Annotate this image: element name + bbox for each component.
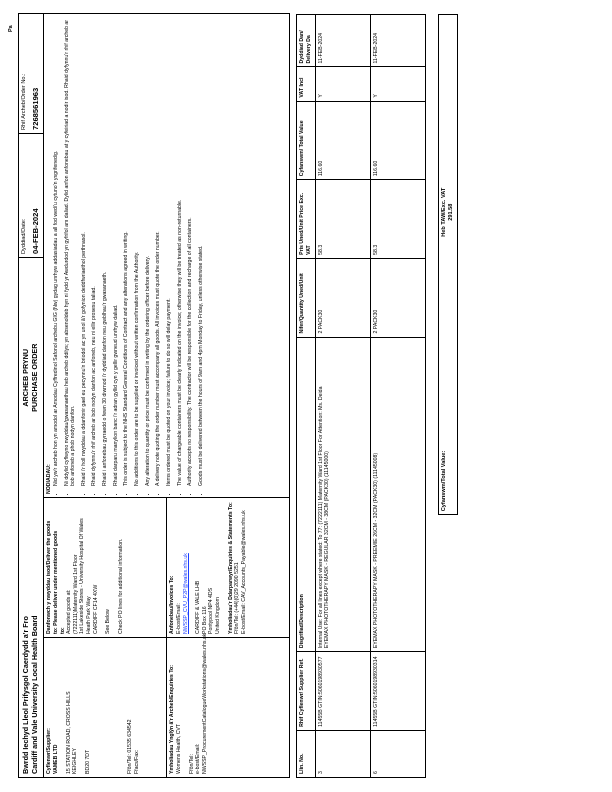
terms-cell (44, 14, 290, 498)
vat-flag: Y (315, 67, 370, 101)
invoice-cell (167, 498, 290, 638)
order-cell (19, 14, 44, 134)
col-total-header: Cyfanswm/ Total Value (297, 101, 315, 180)
header-table (18, 13, 44, 778)
enquiries-email[interactable]: NWSSP_ProcurementCatalogueWorkstations@wales.nhs.uk (201, 633, 208, 774)
invoice-line-2: PO Box 116 (201, 606, 208, 634)
term-item: • No additions to this order are to be supplied or invoiced without written confirmation from the Authority. (134, 17, 141, 486)
total-value-label: Cyfanswm/Total Value: (438, 409, 457, 514)
table-row (370, 15, 425, 778)
items-header-row (297, 15, 315, 778)
delivery-line-6: 1st Lakeside Stores - University Hospital Of Wales (79, 518, 86, 634)
details-row-1 (44, 14, 167, 778)
delivery-line-7: Heath Park Way (86, 596, 93, 634)
date-value: 04-FEB-2024 (31, 208, 41, 254)
enquiries-label: Ymholiadau Ynglŷn â'r Archeb/Enquiries To: (169, 665, 176, 774)
delivery-line-2: to: Please deliver under mentioned goods (52, 530, 59, 634)
delivery-date: 11-FEB-2024 (315, 15, 370, 67)
col-description-header: Disgrifiad/Description (297, 337, 315, 652)
term-item: • Items ordered must be quoted on your invoice; failure to do so will delay payment. (166, 17, 173, 486)
invoice-email-link[interactable]: NWSSP_CVU_P2P@wales.nhs.uk (182, 553, 189, 634)
vat-value: 291.58 (447, 203, 454, 221)
invoice-email-label: E-bost/Email: (175, 603, 182, 634)
vat-total-cell (438, 15, 457, 410)
date-cell (19, 134, 44, 258)
line-items-table (296, 14, 425, 778)
enquiries-cell (167, 633, 290, 778)
col-qty-header: Nifer/Quantity Uned/Unit (297, 258, 315, 337)
col-vat-header: VAT Incl (297, 67, 315, 101)
term-item: • Nid yw'r archeb hon yn amodol ar Amodau Cyffredinol Safonol archebu GIG (Nw) gydag unrhyw addasiadau a all fod wedi'u cytuno'n ysgrifenedig. (53, 17, 60, 486)
totals-row (438, 15, 457, 779)
title-cell (19, 258, 44, 498)
purchase-order-sheet (18, 14, 458, 778)
totals-table (438, 14, 458, 778)
details-table (43, 13, 290, 778)
delivery-line-3: to: (59, 627, 66, 634)
delivery-cell (44, 498, 167, 638)
term-item: • Ni ddylid cyflwyno nwyddau/gwasanaethau heb archeb ddilys; yn absenoldeb hyn ni fydd yr Awdurdod yn gyfrifol am daliad. Dylid anfon anfonebau at y cyfeiriad a nodir isod. Rhaid dyfynnu'r rhif archeb ar bob anfoneb a phob nodyn danfon. (64, 17, 77, 486)
delivery-line-1: Danfonwch y nwyddau isod/Deliver the goods (46, 520, 53, 634)
org-english: Cardiff and Vale University Local Health Board (30, 615, 39, 774)
description (315, 337, 370, 652)
invoice-line-1: CARDIFF & VALE LHB (195, 580, 202, 634)
header-row (19, 14, 44, 778)
supplier-address-1: 15 STATION ROAD, CROSS HILLS (65, 691, 72, 774)
supplier-ref: 11455B GTIN:5060198930577 (315, 652, 370, 731)
total-value: 116.60 (315, 101, 370, 180)
org-cell (19, 498, 44, 778)
supplier-name: VAMEB LTD (52, 744, 59, 774)
accounts-tel: Ffôn/Tel: (+44)(0)29 2090 5251 (234, 562, 241, 634)
term-item: • Rhaid dyfynnu'r rhif archeb ar bob nodyn danfon ac anfoneb, neu ni ellir prosesu taliad. (91, 17, 98, 486)
terms-list (53, 17, 205, 494)
total-value: 116.60 (370, 101, 425, 180)
unit-price: 58.3 (315, 180, 370, 259)
delivery-line-12: Check PO lines for additional information. (118, 538, 125, 634)
term-item: • Rhaid darparu manylion banc i'r adran gyllid cyn y gellir gwneud unrhyw daliad. (113, 17, 120, 486)
invoice-line-4: United Kingdom (215, 597, 222, 634)
title-english: PURCHASE ORDER (30, 343, 39, 412)
term-item: • Rhaid i'r holl nwyddau a ddanfonir gael eu pecynnu'n briodol ac yn unol â'r gofynion deddfwriaethol perthnasol. (81, 17, 88, 486)
supplier-address-4: BD20 7DT (84, 749, 91, 774)
supplier-cell (44, 638, 167, 778)
col-delivery-header: Dyddiad Dan/ Delivery Da (297, 15, 315, 67)
term-item: • The value of chargeable containers must be clearly indicated on the invoice; otherwise they will be treated as non-returnable. (177, 17, 184, 486)
accounts-email: E-bost/Email: CAV_Accounts_Payable@wales.nhs.uk (241, 510, 248, 634)
supplier-address-2: KEIGHLEY (72, 748, 79, 774)
term-item: • A delivery note quoting the order number must accompany all goods. All invoices must quote the order number. (155, 17, 162, 486)
col-supplier-ref-header: Rhif Cyflenwr/ Supplier Ref. (297, 652, 315, 731)
invoice-line-3: Pontypool NP4 4DS (208, 587, 215, 634)
title-welsh: ARCHEB PRYNU (21, 348, 30, 407)
delivery-line-4: Accepted goods at: (66, 589, 73, 634)
qty-unit: 2 PACK30 (370, 258, 425, 337)
line-number: 6 (370, 730, 425, 777)
supplier-fax: Ffacs/Fax: (134, 749, 141, 774)
terms-label: NODIADAU: (46, 464, 53, 494)
enquiries-tel: Ffôn/Tel: (188, 754, 195, 774)
enquiries-email-label: e-bost/Email: (195, 743, 202, 774)
org-welsh: Bwrdd Iechyd Lleol Prifysgol Caerdydd a'r Fro (21, 616, 30, 774)
page-number: Pa (8, 25, 14, 32)
qty-unit: 2 PACK30 (315, 258, 370, 337)
vat-flag: Y (370, 67, 425, 101)
delivery-line-5: (7222111)Maternity Ward 1st Floor (72, 554, 79, 634)
unit-price: 58.3 (370, 180, 425, 259)
col-price-header: Pris Uned/Unit Price Exc. VAT (297, 180, 315, 259)
delivery-line-10: See Below (105, 609, 112, 634)
vat-label: Heb TAW/Exc. VAT (440, 187, 447, 237)
delivery-line-8: CARDIFF CF14 4XW (92, 584, 99, 634)
supplier-ref: 11455B GTIN:5060198930314 (370, 652, 425, 731)
invoice-label: Anfonebau/Invoices To: (169, 575, 176, 634)
term-item: • This order is subject to the NHS Standard General Conditions of Contract and any alterations agreed in writing. (123, 17, 130, 486)
item-description: EYEMAX PHOTOTHERAPY MASK - PREEMIE 26CM - 32CM (PACK30) (11145008) (370, 337, 425, 652)
term-item: • Any alteration to quantity or price must be confirmed in writing by the ordering officer before delivery. (145, 17, 152, 486)
col-line-header: Llin. No. (297, 730, 315, 777)
table-row (315, 15, 370, 778)
enquiries-name: Womens Health, CVT (175, 723, 182, 774)
term-item: • Goods must be delivered between the hours of 9am and 4pm Monday to Friday, unless otherwise stated. (198, 17, 205, 486)
line-number: 3 (315, 730, 370, 777)
accounts-label: Ymholiadau'r Ddarparwyr/Enquiries & Statements To: (227, 502, 234, 634)
term-item: • Rhaid i anfonebau gyrraedd o fewn 30 diwrnod i'r dyddiad danfon neu gwblhau'r gwasanaeth. (102, 17, 109, 486)
supplier-label: Cyflenwr/Supplier: (46, 728, 53, 774)
supplier-tel: Ffôn/Tel: 01535 634542 (127, 719, 134, 774)
order-value: 7268561963 (31, 87, 41, 130)
internal-note: Internal Use: For all lines except where stated: To 77: (7222111) Maternity Ward 1st Floor For Attention: Ms. Deida (317, 386, 324, 649)
date-label: Dyddiad/Date: (21, 218, 27, 254)
delivery-date: 11-FEB-2024 (370, 15, 425, 67)
item-description: EYEMAX PHOTOTHERAPY MASK - REGULAR 32CM - 38CM (PACK30) (11145000) (324, 451, 331, 649)
term-item: • Authority accepts no responsibility. The contractor will be responsible for the collection and recharge of all containers. (187, 17, 194, 486)
order-label: Rhif Archeb/Order No.: (21, 73, 27, 130)
